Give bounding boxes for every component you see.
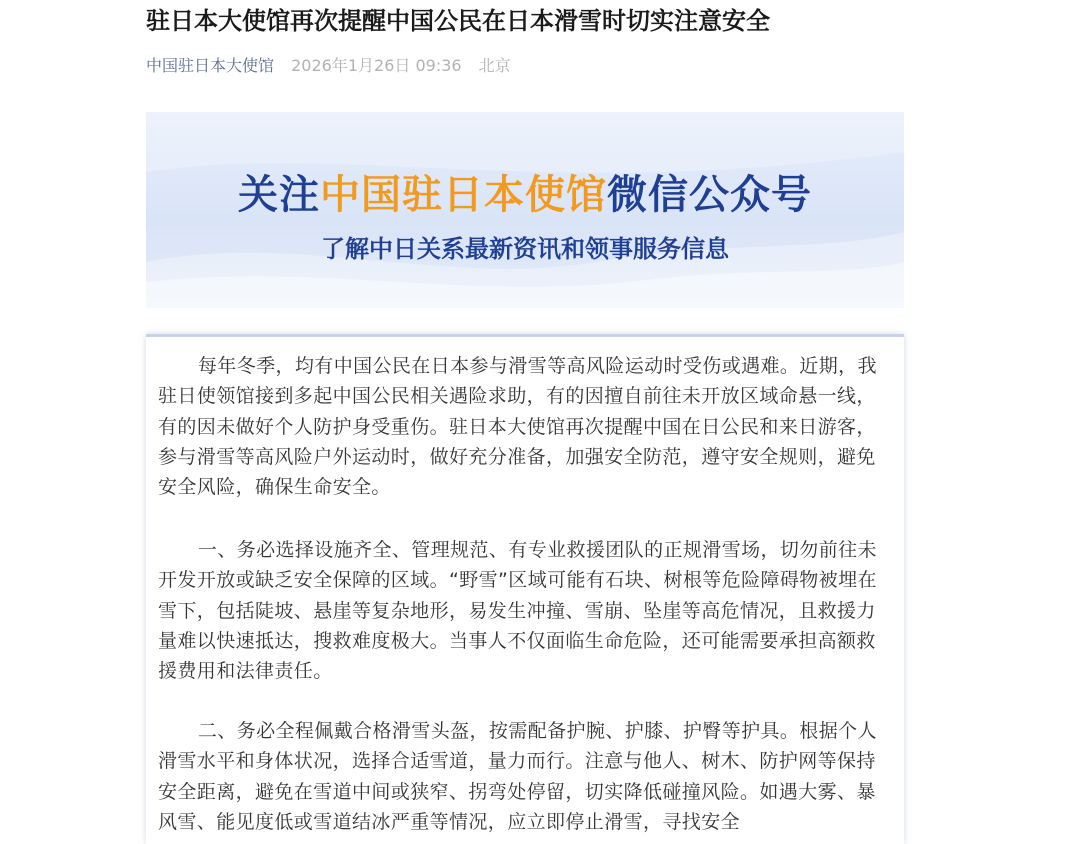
- banner-subtitle: 了解中日关系最新资讯和领事服务信息: [321, 234, 729, 263]
- paragraph-text: 二、务必全程佩戴合格滑雪头盔，按需配备护腕、护膝、护臀等护具。根据个人滑雪水平和身体状况，选择合适雪道，量力而行。注意与他人、树木、防护网等保持安全距离，避免在雪道中间或狭窄、拐弯处停留，切实降低碰撞风险。如遇大雾、暴风雪、能见度低或雪道结冰严重等情况，应立即停止滑雪，寻找安全: [158, 720, 877, 833]
- banner-headline-embassy: 中国驻日本使馆: [320, 172, 607, 218]
- notice-paragraph-point-2: [158, 716, 890, 837]
- paragraph-text: 一、务必选择设施齐全、管理规范、有专业救援团队的正规滑雪场，切勿前往未开发开放或缺乏安全保障的区域。“野雪”区域可能有石块、树根等危险障碍物被埋在雪下，包括陡坡、悬崖等复杂地形，易发生冲撞、雪崩、坠崖等高危情况，且救援力量难以快速抵达，搜救难度极大。当事人不仅面临生命危险，还可能需要承担高额救援费用和法律责任。: [158, 539, 877, 683]
- article-date: 2026年1月26日 09:36: [291, 56, 462, 75]
- banner-headline-wechat: 微信公众号: [607, 172, 812, 218]
- banner-headline: [146, 166, 904, 224]
- article-meta: [146, 54, 511, 78]
- notice-paragraph-intro: [158, 351, 890, 502]
- banner-headline-follow: 关注: [238, 172, 320, 218]
- article-location: 北京: [478, 56, 511, 75]
- paragraph-text: 每年冬季，均有中国公民在日本参与滑雪等高风险运动时受伤或遇难。近期，我驻日使领馆接到多起中国公民相关遇险求助，有的因擅自前往未开放区域命悬一线，有的因未做好个人防护身受重伤。驻日本大使馆再次提醒中国在日公民和来日游客，参与滑雪等高风险户外运动时，做好充分准备，加强安全防范，遵守安全规则，避免安全风险，确保生命安全。: [158, 355, 877, 499]
- article-title: 驻日本大使馆再次提醒中国公民在日本滑雪时切实注意安全: [146, 7, 770, 35]
- article-source-link[interactable]: 中国驻日本大使馆: [146, 56, 275, 75]
- notice-paragraph-point-1: [158, 535, 890, 686]
